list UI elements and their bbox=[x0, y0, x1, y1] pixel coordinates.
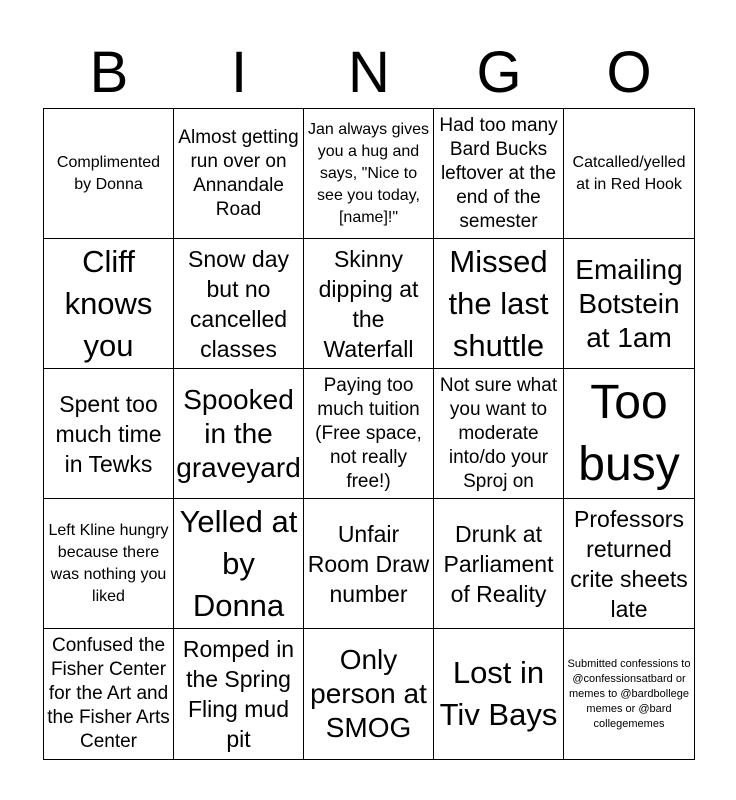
title-letter-o: O bbox=[606, 40, 652, 105]
bingo-cell[interactable]: Unfair Room Draw number bbox=[304, 499, 434, 629]
bingo-cell[interactable]: Left Kline hungry because there was nothing you liked bbox=[44, 499, 174, 629]
title-letter-g: G bbox=[476, 40, 522, 105]
bingo-cell[interactable]: Skinny dipping at the Waterfall bbox=[304, 239, 434, 369]
bingo-cell[interactable]: Yelled at by Donna bbox=[174, 499, 304, 629]
title-letter-b: B bbox=[89, 40, 129, 105]
bingo-cell[interactable]: Only person at SMOG bbox=[304, 629, 434, 759]
bingo-cell[interactable]: Too busy bbox=[564, 369, 694, 499]
bingo-cell[interactable]: Catcalled/yelled at in Red Hook bbox=[564, 109, 694, 239]
bingo-cell[interactable]: Lost in Tiv Bays bbox=[434, 629, 564, 759]
bingo-cell[interactable]: Missed the last shuttle bbox=[434, 239, 564, 369]
bingo-cell[interactable]: Jan always gives you a hug and says, "Nice to see you today, [name]!" bbox=[304, 109, 434, 239]
bingo-board bbox=[43, 108, 695, 760]
bingo-title bbox=[44, 38, 694, 108]
title-letter-i: I bbox=[230, 40, 248, 105]
bingo-cell[interactable]: Had too many Bard Bucks leftover at the end of the semester bbox=[434, 109, 564, 239]
bingo-cell[interactable]: Snow day but no cancelled classes bbox=[174, 239, 304, 369]
bingo-cell[interactable]: Confused the Fisher Center for the Art and the Fisher Arts Center bbox=[44, 629, 174, 759]
title-letter-n: N bbox=[348, 40, 390, 105]
bingo-cell[interactable]: Paying too much tuition (Free space, not really free!) bbox=[304, 369, 434, 499]
bingo-cell[interactable]: Spooked in the graveyard bbox=[174, 369, 304, 499]
bingo-cell[interactable]: Spent too much time in Tewks bbox=[44, 369, 174, 499]
bingo-cell[interactable]: Not sure what you want to moderate into/do your Sproj on bbox=[434, 369, 564, 499]
bingo-cell[interactable]: Professors returned crite sheets late bbox=[564, 499, 694, 629]
bingo-cell[interactable]: Emailing Botstein at 1am bbox=[564, 239, 694, 369]
bingo-cell[interactable]: Complimented by Donna bbox=[44, 109, 174, 239]
bingo-cell[interactable]: Cliff knows you bbox=[44, 239, 174, 369]
bingo-cell[interactable]: Romped in the Spring Fling mud pit bbox=[174, 629, 304, 759]
bingo-cell[interactable]: Submitted confessions to @confessionsatbard or memes to @bardbollege memes or @bard collegememes bbox=[567, 657, 691, 730]
bingo-cell[interactable]: Drunk at Parliament of Reality bbox=[434, 499, 564, 629]
bingo-cell[interactable]: Almost getting run over on Annandale Road bbox=[174, 109, 304, 239]
